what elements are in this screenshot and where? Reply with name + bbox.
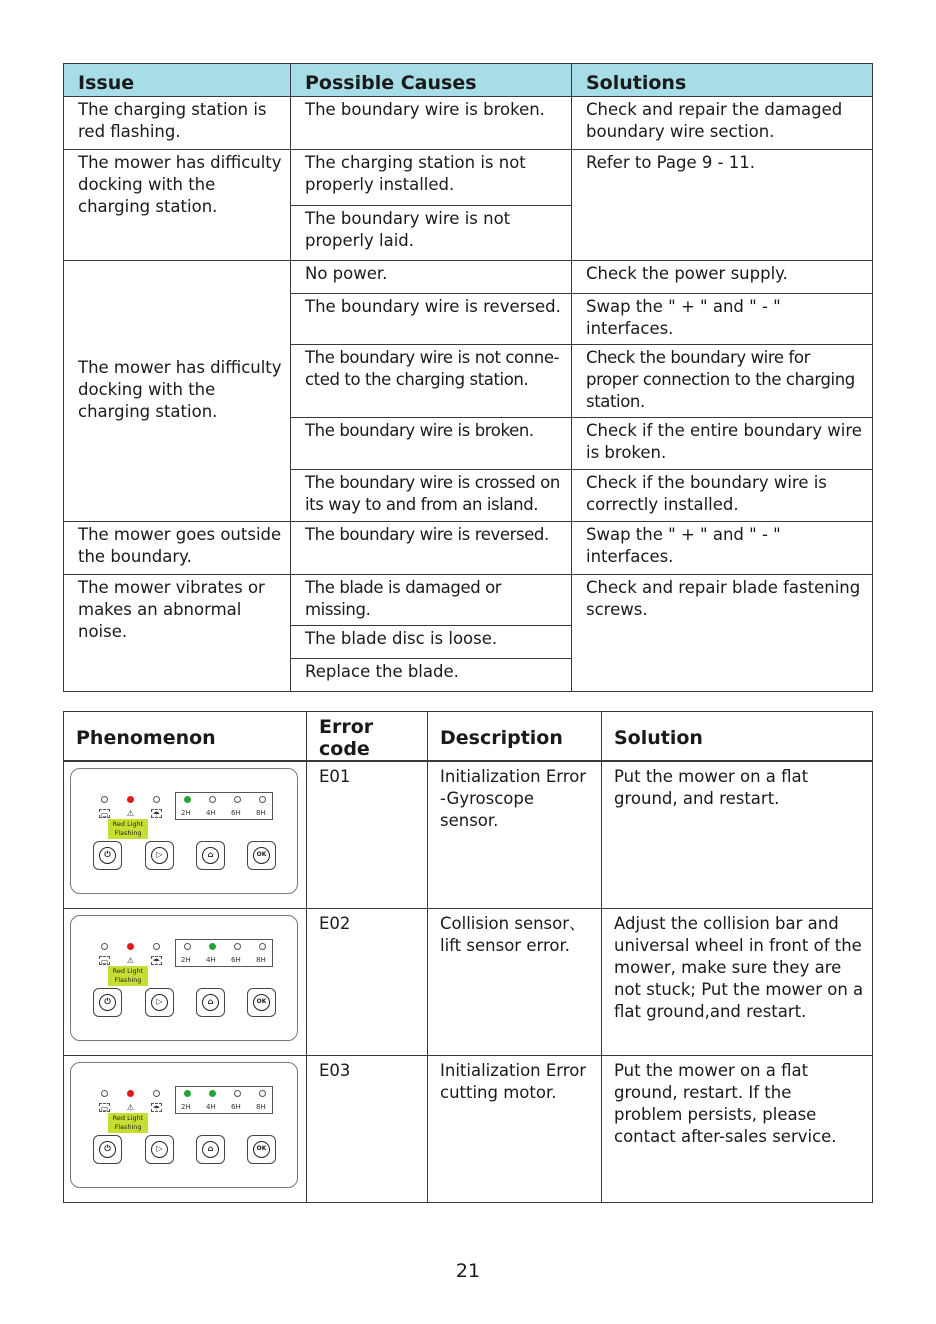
table-row xyxy=(64,522,873,575)
issue-cell: The mower has difficulty docking with the charging station. xyxy=(64,150,291,261)
description-cell: Collision sensor、lift sensor error. xyxy=(428,909,602,1056)
timer-led xyxy=(209,943,216,950)
table-row xyxy=(64,261,873,294)
column-header-causes: Possible Causes xyxy=(291,64,572,97)
warning-icon: ⚠ xyxy=(126,956,135,965)
control-panel-diagram xyxy=(70,915,298,1041)
home-icon: ⌂ xyxy=(202,847,219,864)
home-icon: ⌂ xyxy=(202,994,219,1011)
play-icon: ▷ xyxy=(151,994,168,1011)
timer-led xyxy=(259,943,266,950)
power-icon: ⏻ xyxy=(99,1141,116,1158)
timer-led xyxy=(209,796,216,803)
power-icon: ⏻ xyxy=(99,847,116,864)
status-led xyxy=(127,943,134,950)
ok-icon: OK xyxy=(253,994,270,1011)
cause-cell: No power. xyxy=(291,261,572,294)
cause-cell: The boundary wire is reversed. xyxy=(291,522,572,575)
status-led xyxy=(101,796,108,803)
solution-cell: Swap the " + " and " - " interfaces. xyxy=(572,294,873,345)
home-button xyxy=(196,841,225,870)
table-row xyxy=(64,1056,873,1203)
error-code-cell: E03 xyxy=(307,1056,428,1203)
error-code-cell: E02 xyxy=(307,909,428,1056)
timer-led xyxy=(234,943,241,950)
cause-cell: The charging station is not properly installed. xyxy=(291,150,572,206)
troubleshooting-table xyxy=(63,63,873,692)
solution-cell: Check the boundary wire for proper connection to the charging station. xyxy=(572,345,873,418)
power-button xyxy=(93,841,122,870)
issue-cell: The mower vibrates or makes an abnormal noise. xyxy=(64,575,291,692)
play-icon: ▷ xyxy=(151,1141,168,1158)
timer-label: 4H xyxy=(206,809,216,817)
red-light-flashing-label: Red Light Flashing xyxy=(108,1113,148,1133)
timer-led xyxy=(184,943,191,950)
timer-led xyxy=(234,796,241,803)
rain-sensor-icon: ☂ xyxy=(152,1104,161,1113)
warning-icon: ⚠ xyxy=(126,1103,135,1112)
cause-cell: The boundary wire is not properly laid. xyxy=(291,206,572,261)
timer-led xyxy=(259,796,266,803)
power-button xyxy=(93,988,122,1017)
status-led xyxy=(153,796,160,803)
home-button xyxy=(196,988,225,1017)
cause-cell: The boundary wire is reversed. xyxy=(291,294,572,345)
error-code-table xyxy=(63,711,873,1203)
cause-cell: The boundary wire is broken. xyxy=(291,97,572,150)
column-header-solution: Solution xyxy=(602,712,873,762)
description-cell: Initialization Error -Gyroscope sensor. xyxy=(428,761,602,909)
cause-cell: The boundary wire is broken. xyxy=(291,418,572,470)
status-led xyxy=(153,943,160,950)
red-light-flashing-label: Red Light Flashing xyxy=(108,966,148,986)
timer-label: 6H xyxy=(231,956,241,964)
timer-label: 6H xyxy=(231,1103,241,1111)
timer-led xyxy=(259,1090,266,1097)
timer-label: 8H xyxy=(256,1103,266,1111)
solution-cell: Check and repair blade fastening screws. xyxy=(572,575,873,692)
solution-cell: Put the mower on a flat ground, and restart. xyxy=(602,761,873,909)
solution-cell: Check if the entire boundary wire is broken. xyxy=(572,418,873,470)
column-header-issue: Issue xyxy=(64,64,291,97)
table-row xyxy=(64,761,873,909)
error-code-cell: E01 xyxy=(307,761,428,909)
ok-icon: OK xyxy=(253,847,270,864)
table-row xyxy=(64,909,873,1056)
column-header-error-code: Error code xyxy=(307,712,428,762)
table-row xyxy=(64,575,873,626)
timer-led xyxy=(209,1090,216,1097)
table-row xyxy=(64,97,873,150)
timer-label: 6H xyxy=(231,809,241,817)
play-button xyxy=(145,841,174,870)
warning-icon: ⚠ xyxy=(126,809,135,818)
cause-cell: The blade is damaged or missing. xyxy=(291,575,572,626)
issue-cell: The mower has difficulty docking with the charging station. xyxy=(64,261,291,522)
power-icon: ⏻ xyxy=(99,994,116,1011)
timer-label: 8H xyxy=(256,809,266,817)
description-cell: Initialization Error cutting motor. xyxy=(428,1056,602,1203)
column-header-solutions: Solutions xyxy=(572,64,873,97)
solution-cell: Refer to Page 9 - 11. xyxy=(572,150,873,261)
phenomenon-cell xyxy=(64,909,307,1056)
play-button xyxy=(145,1135,174,1164)
solution-cell: Check if the boundary wire is correctly installed. xyxy=(572,470,873,522)
phenomenon-cell xyxy=(64,761,307,909)
timer-label: 2H xyxy=(181,956,191,964)
ok-button xyxy=(247,841,276,870)
home-icon: ⌂ xyxy=(202,1141,219,1158)
solution-cell: Adjust the collision bar and universal wheel in front of the mower, make sure they are not stuck; Put the mower on a flat ground,and restart. xyxy=(602,909,873,1056)
timer-led xyxy=(234,1090,241,1097)
page-number: 21 xyxy=(455,1260,481,1282)
solution-cell: Check the power supply. xyxy=(572,261,873,294)
timer-label: 2H xyxy=(181,1103,191,1111)
power-button xyxy=(93,1135,122,1164)
column-header-phenomenon: Phenomenon xyxy=(64,712,307,762)
cause-cell: The boundary wire is crossed on its way to and from an island. xyxy=(291,470,572,522)
timer-label: 4H xyxy=(206,956,216,964)
battery-icon: ▭ xyxy=(100,1104,109,1113)
timer-led xyxy=(184,796,191,803)
rain-sensor-icon: ☂ xyxy=(152,957,161,966)
timer-label: 8H xyxy=(256,956,266,964)
status-led xyxy=(127,1090,134,1097)
table-header-row xyxy=(64,712,873,762)
timer-label: 2H xyxy=(181,809,191,817)
phenomenon-cell xyxy=(64,1056,307,1203)
rain-sensor-icon: ☂ xyxy=(152,810,161,819)
status-led xyxy=(153,1090,160,1097)
cause-cell: Replace the blade. xyxy=(291,659,572,692)
battery-icon: ▭ xyxy=(100,957,109,966)
issue-cell: The charging station is red flashing. xyxy=(64,97,291,150)
solution-cell: Put the mower on a flat ground, restart. If the problem persists, please contact after-sales service. xyxy=(602,1056,873,1203)
home-button xyxy=(196,1135,225,1164)
cause-cell: The boundary wire is not conne-cted to the charging station. xyxy=(291,345,572,418)
status-led xyxy=(101,943,108,950)
ok-button xyxy=(247,1135,276,1164)
table-header-row xyxy=(64,64,873,97)
solution-cell: Swap the " + " and " - " interfaces. xyxy=(572,522,873,575)
column-header-description: Description xyxy=(428,712,602,762)
cause-cell: The blade disc is loose. xyxy=(291,626,572,659)
play-button xyxy=(145,988,174,1017)
status-led xyxy=(127,796,134,803)
control-panel-diagram xyxy=(70,768,298,894)
red-light-flashing-label: Red Light Flashing xyxy=(108,819,148,839)
issue-cell: The mower goes outside the boundary. xyxy=(64,522,291,575)
ok-icon: OK xyxy=(253,1141,270,1158)
table-row xyxy=(64,150,873,206)
play-icon: ▷ xyxy=(151,847,168,864)
timer-label: 4H xyxy=(206,1103,216,1111)
ok-button xyxy=(247,988,276,1017)
solution-cell: Check and repair the damaged boundary wire section. xyxy=(572,97,873,150)
status-led xyxy=(101,1090,108,1097)
timer-led xyxy=(184,1090,191,1097)
battery-icon: ▭ xyxy=(100,810,109,819)
control-panel-diagram xyxy=(70,1062,298,1188)
